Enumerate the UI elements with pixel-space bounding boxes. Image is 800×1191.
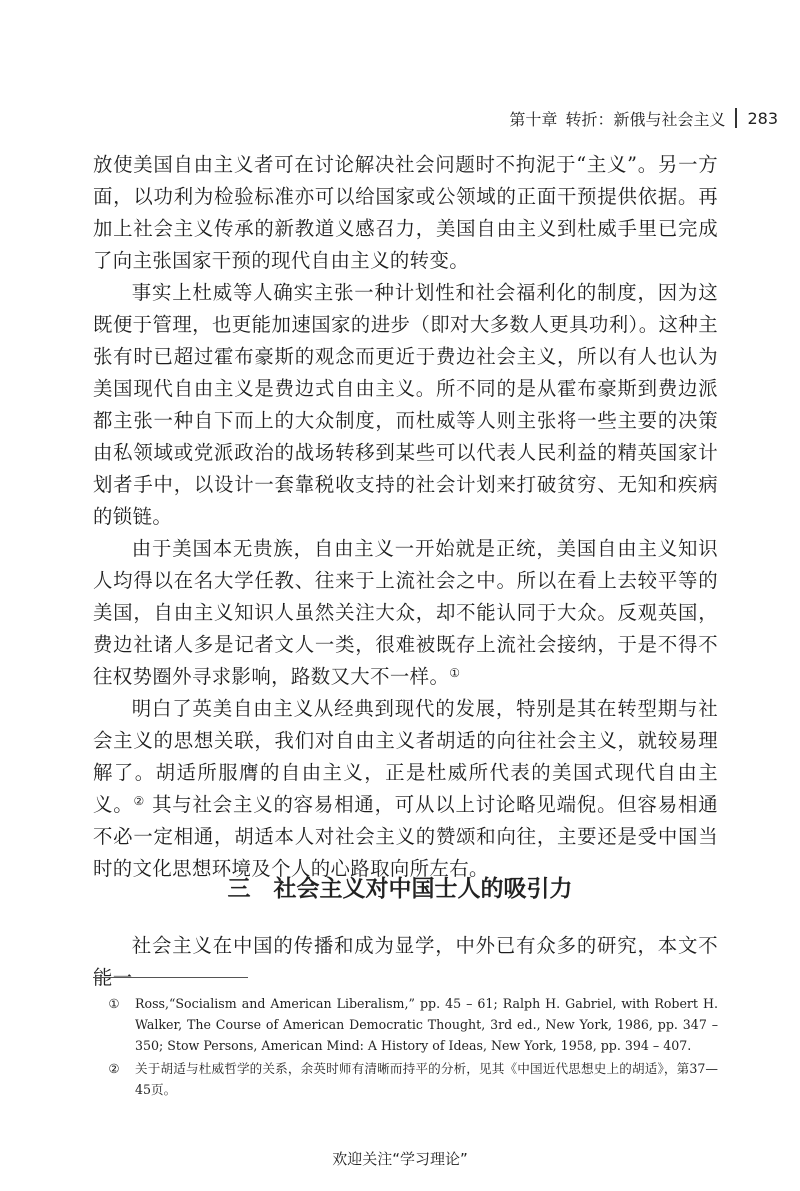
paragraph [93,533,718,693]
page-number: 283 [747,108,778,128]
footnote-text: Ross,“Socialism and American Liberalism,” pp. 45 – 61; Ralph H. Gabriel, with Robert H. Walker, The Course of American Democratic Thought, 3rd ed., New York, 1986, pp. 347 – 350; Stow Persons, American Mind: A History of Ideas, New York, 1958, pp. 394 – 407. [135,996,718,1053]
footnote-ref: ① [449,666,461,680]
header-divider [735,108,737,128]
footnote-divider [93,977,248,978]
paragraph: 事实上杜威等人确实主张一种计划性和社会福利化的制度，因为这既便于管理，也更能加速国家的进步（即对大多数人更具功利）。这种主张有时已超过霍布豪斯的观念而更近于费边社会主义，所以有人也认为美国现代自由主义是费边式自由主义。所不同的是从霍布豪斯到费边派都主张一种自下而上的大众制度，而杜威等人则主张将一些主要的决策由私领域或党派政治的战场转移到某些可以代表人民利益的精英国家计划者手中，以设计一套靠税收支持的社会计划来打破贫穷、无知和疾病的锁链。 [93,281,718,528]
paragraph: 社会主义在中国的传播和成为显学，中外已有众多的研究，本文不能一 [93,934,718,989]
footnote-ref: ② [133,794,146,808]
section-body [93,930,718,994]
footnote-mark: ① [108,996,120,1011]
paragraph-text: 由于美国本无贵族，自由主义一开始就是正统，美国自由主义知识人均得以在名大学任教、往来于上流社会之中。所以在看上去较平等的美国，自由主义知识人虽然关注大众，却不能认同于大众。反观英国，费边社诸人多是记者文人一类，很难被既存上流社会接纳，于是不得不往权势圈外寻求影响，路数又大不一样。 [93,537,718,688]
page-footer: 欢迎关注“学习理论” [332,1150,468,1168]
footnote-text: 关于胡适与杜威哲学的关系，余英时师有清晰而持平的分析，见其《中国近代思想史上的胡适》，第37—45页。 [135,1061,718,1097]
paragraph: 放使美国自由主义者可在讨论解决社会问题时不拘泥于“主义”。另一方面，以功利为检验标准亦可以给国家或公领域的正面干预提供依据。再加上社会主义传承的新教道义感召力，美国自由主义到杜威手里已完成了向主张国家干预的现代自由主义的转变。 [93,153,718,272]
paragraph-text: 明白了英美自由主义从经典到现代的发展，特别是其在转型期与社会主义的思想关联，我们对自由主义者胡适的向往社会主义，就较易理解了。胡适所服膺的自由主义，正是杜威所代表的美国式现代自由主义。 [93,697,718,816]
footnote [93,1058,718,1100]
paragraph [93,693,718,885]
footnote [93,993,718,1056]
footnotes [93,993,718,1102]
body-text [93,149,718,885]
paragraph-text-continued: 其与社会主义的容易相通，可从以上讨论略见端倪。但容易相通不必一定相通，胡适本人对社会主义的赞颂和向往，主要还是受中国当时的文化思想环境及个人的心路取向所左右。 [93,793,718,880]
running-header [509,103,778,133]
chapter-title: 转折：新俄与社会主义 [565,109,726,129]
footnote-mark: ② [108,1061,120,1076]
section-heading: 三 社会主义对中国士人的吸引力 [227,876,573,902]
chapter-label: 第十章 [509,109,558,129]
